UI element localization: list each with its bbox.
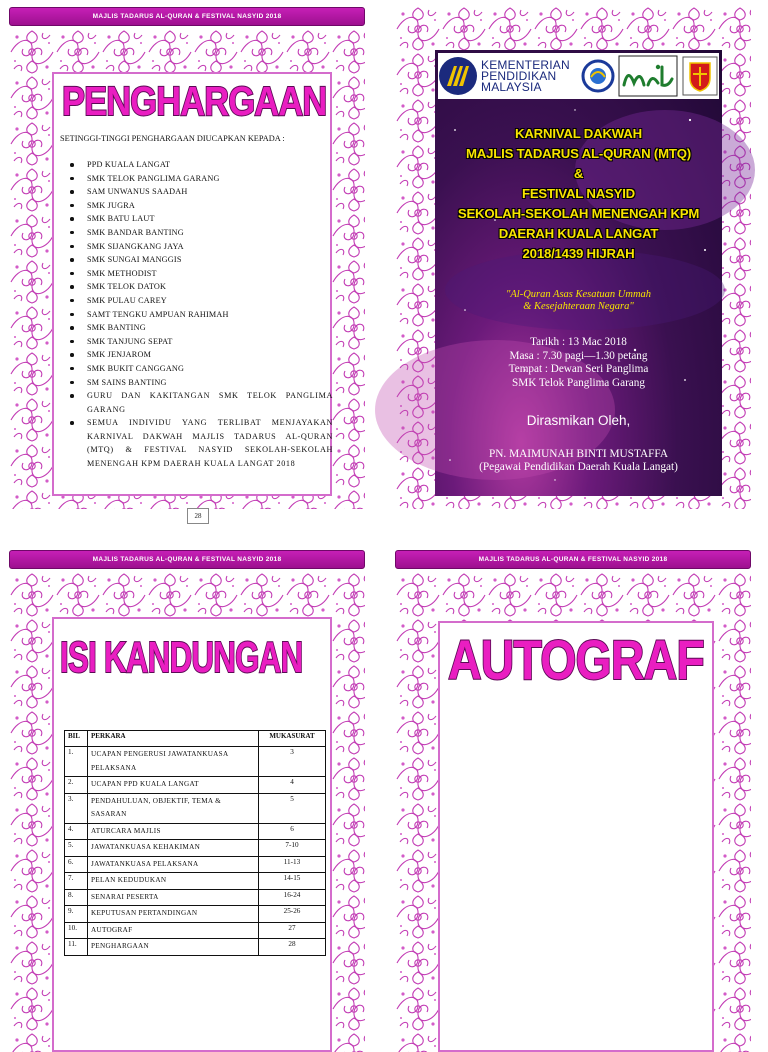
row-number: 2. — [65, 777, 88, 794]
row-item: PELAN KEDUDUKAN — [88, 873, 259, 890]
logo-strip — [438, 53, 719, 99]
row-number: 3. — [65, 793, 88, 823]
title-line: & — [573, 166, 584, 181]
school-logo — [682, 55, 718, 97]
theme-line: "Al-Quran Asas Kesatuan Ummah — [505, 289, 652, 300]
row-item: JAWATANKUASA KEHAKIMAN — [88, 840, 259, 857]
school-crest-icon — [682, 56, 718, 96]
page-header: MAJLIS TADARUS AL-QURAN & FESTIVAL NASYID 2018 — [9, 550, 365, 569]
table-row — [65, 823, 326, 840]
list-item: SMK BATU LAUT — [87, 212, 333, 226]
mtq-logo — [618, 55, 678, 97]
row-page: 27 — [259, 922, 326, 939]
column-header: MUKASURAT — [259, 731, 326, 747]
event-details — [435, 336, 722, 390]
page-title: ISI KANDUNGAN — [60, 633, 303, 682]
page-title: PENGHARGAAN — [62, 78, 327, 124]
row-number: 4. — [65, 823, 88, 840]
event-title — [435, 124, 722, 264]
row-item: ATURCARA MAJLIS — [88, 823, 259, 840]
ppd-emblem-icon — [581, 57, 615, 95]
list-item: SMK TANJUNG SEPAT — [87, 335, 333, 349]
table-row — [65, 856, 326, 873]
row-number: 1. — [65, 747, 88, 777]
mtq-calligraphy-icon — [618, 55, 678, 97]
row-item: SENARAI PESERTA — [88, 889, 259, 906]
title-line: MAJLIS TADARUS AL-QURAN (MTQ) — [466, 146, 691, 161]
page-autograf — [392, 549, 754, 1052]
title-line: DAERAH KUALA LANGAT — [498, 226, 659, 241]
event-date: Tarikh : 13 Mac 2018 — [530, 336, 627, 348]
event-time: Masa : 7.30 pagi—1.30 petang — [509, 349, 648, 362]
row-item: UCAPAN PPD KUALA LANGAT — [88, 777, 259, 794]
list-item: SMK TELOK DATOK — [87, 280, 333, 294]
kpm-emblem-icon — [438, 56, 478, 96]
acknowledgement-list — [60, 158, 333, 471]
officiate-label: Dirasmikan Oleh, — [526, 413, 631, 428]
row-number: 11. — [65, 939, 88, 956]
column-header: BIL — [65, 731, 88, 747]
table-header-row — [65, 731, 326, 747]
table-row — [65, 889, 326, 906]
row-number: 9. — [65, 906, 88, 923]
table-row — [65, 922, 326, 939]
page-penghargaan — [6, 6, 368, 520]
table-row — [65, 939, 326, 956]
row-page: 14-15 — [259, 873, 326, 890]
official-title: (Pegawai Pendidikan Daerah Kuala Langat) — [479, 461, 678, 473]
intro-text: SETINGGI-TINGGI PENGHARGAAN DIUCAPKAN KEPADA : — [60, 134, 285, 143]
row-number: 10. — [65, 922, 88, 939]
table-row — [65, 777, 326, 794]
list-item: SMK METHODIST — [87, 267, 333, 281]
table-row — [65, 840, 326, 857]
list-item: SMK BUKIT CANGGANG — [87, 362, 333, 376]
list-item: SMK JUGRA — [87, 199, 333, 213]
row-item: AUTOGRAF — [88, 922, 259, 939]
row-page: 7-10 — [259, 840, 326, 857]
list-item: GURU DAN KAKITANGAN SMK TELOK PANGLIMA GARANG — [87, 389, 333, 416]
table-row — [65, 747, 326, 777]
ministry-line: KEMENTERIAN — [481, 57, 570, 72]
list-item: SMK JENJAROM — [87, 348, 333, 362]
list-item: SM SAINS BANTING — [87, 376, 333, 390]
list-item: SMK PULAU CAREY — [87, 294, 333, 308]
row-item: JAWATANKUASA PELAKSANA — [88, 856, 259, 873]
row-page: 16-24 — [259, 889, 326, 906]
title-line: KARNIVAL DAKWAH — [515, 126, 642, 141]
page-number: 28 — [187, 508, 209, 524]
table-row — [65, 793, 326, 823]
list-item: SEMUA INDIVIDU YANG TERLIBAT MENJAYAKAN KARNIVAL DAKWAH MAJLIS TADARUS AL-QURAN (MTQ) & FESTIVAL NASYID SEKOLAH-SEKOLAH MENENGAH KPM DAERAH KUALA LANGAT 2018 — [87, 416, 333, 470]
official-name: PN. MAIMUNAH BINTI MUSTAFFA — [488, 448, 669, 460]
row-page: 4 — [259, 777, 326, 794]
official-info — [435, 448, 722, 474]
row-number: 8. — [65, 889, 88, 906]
page-header: MAJLIS TADARUS AL-QURAN & FESTIVAL NASYID 2018 — [9, 7, 365, 26]
row-number: 5. — [65, 840, 88, 857]
row-page: 25-26 — [259, 906, 326, 923]
list-item: SMK BANTING — [87, 321, 333, 335]
list-item: PPD KUALA LANGAT — [87, 158, 333, 172]
row-item: UCAPAN PENGERUSI JAWATANKUASA PELAKSANA — [88, 747, 259, 777]
row-item: KEPUTUSAN PERTANDINGAN — [88, 906, 259, 923]
title-line: SEKOLAH-SEKOLAH MENENGAH KPM — [457, 206, 700, 221]
list-item: SAMT TENGKU AMPUAN RAHIMAH — [87, 308, 333, 322]
ministry-line: PENDIDIKAN — [481, 68, 557, 83]
row-page: 28 — [259, 939, 326, 956]
row-number: 7. — [65, 873, 88, 890]
page-header: MAJLIS TADARUS AL-QURAN & FESTIVAL NASYID 2018 — [395, 550, 751, 569]
list-item: SMK BANDAR BANTING — [87, 226, 333, 240]
ministry-line: MALAYSIA — [481, 79, 542, 94]
page-isi-kandungan — [6, 549, 368, 1052]
contents-table — [64, 730, 326, 956]
row-page: 5 — [259, 793, 326, 823]
content-panel — [438, 621, 714, 1052]
event-venue: Tempat : Dewan Seri Panglima — [508, 363, 649, 376]
content-panel — [52, 72, 332, 496]
event-theme — [435, 289, 722, 313]
row-page: 3 — [259, 747, 326, 777]
nebula-background-icon — [435, 50, 722, 496]
kpm-logo — [438, 55, 578, 97]
row-page: 11-13 — [259, 856, 326, 873]
column-header: PERKARA — [88, 731, 259, 747]
list-item: SAM UNWANUS SAADAH — [87, 185, 333, 199]
page-cover — [392, 6, 754, 509]
page-title: AUTOGRAF — [448, 628, 704, 691]
cover-poster — [435, 50, 722, 496]
row-item: PENDAHULUAN, OBJEKTIF, TEMA & SASARAN — [88, 793, 259, 823]
list-item: SMK SIJANGKANG JAYA — [87, 240, 333, 254]
row-number: 6. — [65, 856, 88, 873]
list-item: SMK TELOK PANGLIMA GARANG — [87, 172, 333, 186]
event-venue-school: SMK Telok Panglima Garang — [512, 376, 645, 389]
ppd-logo — [580, 55, 616, 97]
table-row — [65, 906, 326, 923]
theme-line: & Kesejahteraan Negara" — [523, 301, 634, 312]
title-line: 2018/1439 HIJRAH — [522, 246, 635, 261]
row-item: PENGHARGAAN — [88, 939, 259, 956]
title-line: FESTIVAL NASYID — [521, 186, 635, 201]
list-item: SMK SUNGAI MANGGIS — [87, 253, 333, 267]
row-page: 6 — [259, 823, 326, 840]
content-panel — [52, 617, 332, 1052]
table-row — [65, 873, 326, 890]
